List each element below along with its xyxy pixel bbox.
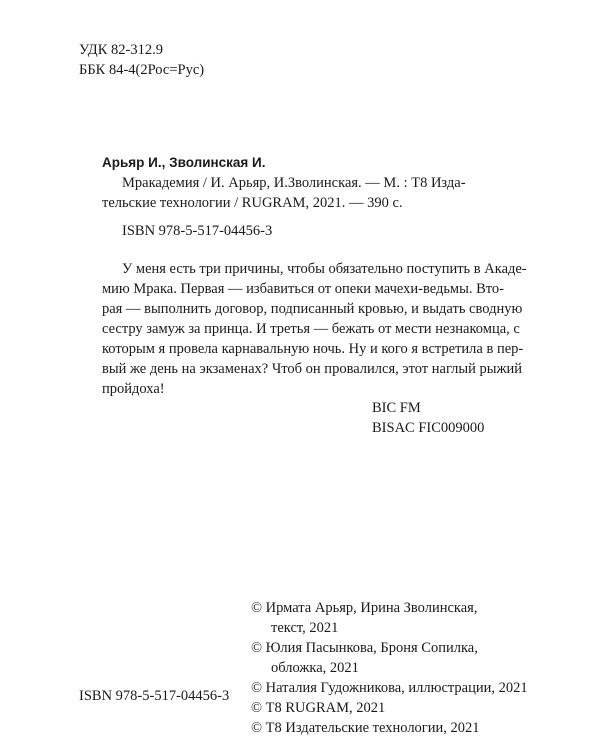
copyright-rugram: © Т8 RUGRAM, 2021 bbox=[251, 700, 386, 716]
copyright-notices bbox=[251, 598, 528, 738]
annotation-line: сестру замуж за принца. И третья — бежать от мести незнакомца, с bbox=[102, 321, 520, 337]
author-heading: Арьяр И., Зволинская И. bbox=[102, 155, 266, 170]
annotation-line: вый же день на экзаменах? Чтоб он провалился, этот наглый рыжий bbox=[102, 361, 523, 377]
annotation-line: пройдоха! bbox=[102, 381, 165, 397]
udk-code: УДК 82-312.9 bbox=[79, 42, 163, 58]
copyright-publisher: © Т8 Издательские технологии, 2021 bbox=[251, 720, 480, 736]
classification-codes bbox=[79, 40, 204, 80]
copyright-illustrations: © Наталия Гудожникова, иллюстрации, 2021 bbox=[251, 680, 528, 696]
bibliographic-record bbox=[102, 153, 532, 213]
isbn-bottom-text: ISBN 978-5-517-04456-3 bbox=[79, 688, 230, 704]
bisac-code: BISAC FIC009000 bbox=[372, 420, 485, 436]
isbn-bottom bbox=[79, 686, 229, 706]
isbn-record bbox=[122, 221, 272, 241]
copyright-cover-cont: обложка, 2021 bbox=[271, 660, 359, 676]
annotation-line: которым я провела карнавальную ночь. Ну и кого я встретила в пер- bbox=[102, 341, 524, 357]
isbn-top-text: ISBN 978-5-517-04456-3 bbox=[122, 223, 273, 239]
bibliographic-line-2: тельские технологии / RUGRAM, 2021. — 390 с. bbox=[102, 195, 403, 211]
annotation-line: У меня есть три причины, чтобы обязательно поступить в Акаде- bbox=[122, 261, 527, 277]
copyright-text-authors-cont: текст, 2021 bbox=[271, 620, 339, 636]
bibliographic-line-1: Мракадемия / И. Арьяр, И.Зволинская. — М. : Т8 Изда- bbox=[122, 175, 466, 191]
copyright-cover: © Юлия Пасынкова, Броня Сопилка, bbox=[251, 640, 478, 656]
annotation-line: рая — выполнить договор, подписанный кровью, и выдать сводную bbox=[102, 301, 523, 317]
annotation-line: мию Мрака. Первая — избавиться от опеки мачехи-ведьмы. Вто- bbox=[102, 281, 504, 297]
bbk-code: ББК 84-4(2Рос=Рус) bbox=[79, 62, 205, 78]
subject-codes bbox=[372, 398, 484, 438]
copyright-text-authors: © Ирмата Арьяр, Ирина Зволинская, bbox=[251, 600, 478, 616]
annotation bbox=[102, 259, 527, 399]
bic-code: BIC FM bbox=[372, 400, 421, 416]
